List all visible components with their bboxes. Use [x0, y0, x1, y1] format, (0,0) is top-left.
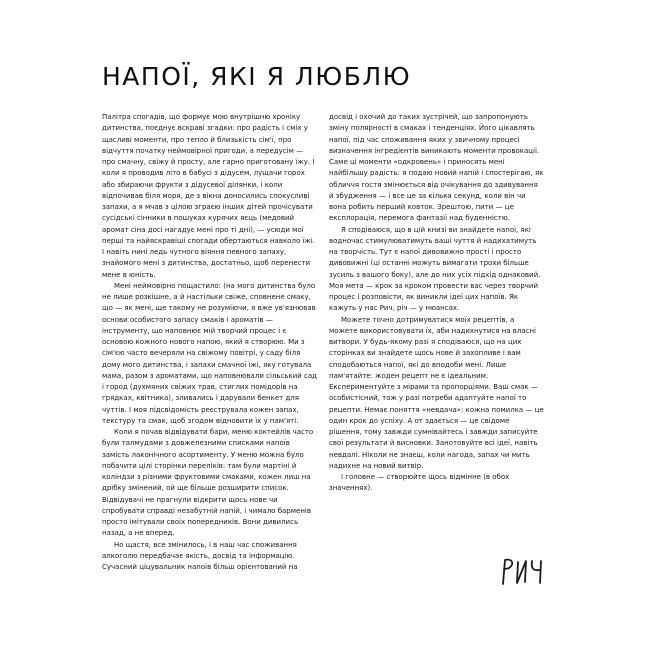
- left-text-column: [102, 112, 317, 573]
- paragraph: Палітра спогадів, що формує мою внутрішню хроніку дитинства, поєднує вскраві згадки: про радість і сміх у щасливі моменти, про тепло й близькість сім'ї, про відчуття початку неймовірної пригоди, а передусім — про смачну, свіжу й просту, але гарно приготовану їжу. І коли я проводив літо в бабусі з дідусем, лущачи горох або збираючи фрукти з дідусевої ділянки, і коли відпочивав біля моря, де з вікна доносились спокусливі запахи, а я мчав з цілою зграєю інших дітей прочісувати сусідські сінники в пошуках курячих яєць (медовий аромат сіна досі нагадує мені про ті дні), — усюди мої перші та найяскравіші спогади обертаються навколо їжі. І навіть нині ледь чутного віяння певного запаху, знайомого мені з дитинства, достатньо, щоб перенести мене в юність.: [102, 113, 315, 279]
- paragraph: досвід і охочий до таких зустрічей, що запропонують зміну полярності в смаках і тенденціях. Його цікавлять напої, під час споживання яких у звичному процесі визначення інгредієнтів виникають моменти провокації. Саме ці моменти «одкровень» і приносять мені найбільшу радість: я подаю новий напій і спостерігаю, як обличчя гостя змінюється від очікування до здивування й збудження — і все це за кілька секунд, коли він чи вона робить перший ковток. Зрештою, пити — це експлорація, перемога фантазії над буденністю.: [329, 113, 544, 223]
- paragraph: Но щастя, все змінилось, і в наш час споживання алкоголю передбачає якість, досвід та інформацію. Сучасний ціцувальник напоїв більш орієнтований на: [102, 540, 298, 571]
- right-text-column: [329, 112, 544, 495]
- paragraph: Я сподіваюся, що в цій книзі ви знайдете напої, які водночас стимулюватимуть ваші чуття й надихатимуть на творчість. Тут є напої дивовижно прості і просто дивовижні (ці останні можуть вимагати трохи більше зусиль з вашого боку), але до них усіх підхід однаковий. Моя мета — крок за кроком провести вас через творчий процес і розповісти, як виникли ідеї цих напоїв. Як кажуть у нас Рич, річ — у нюансах.: [329, 225, 541, 313]
- paragraph: І головне — створюйте щось відмінне (в обох значеннях).: [329, 473, 510, 493]
- page-title: НАПОЇ, ЯКІ Я ЛЮБЛЮ: [102, 62, 412, 91]
- paragraph: Можете точно дотримуватися моїх рецептів, а можете використовувати їх, аби надихнутися на власні витвори. У будь-якому разі я сподіваюся, що на цих сторінках ви знайдете щось нове й захопливе і вам сподобаються напої, які до вподоби мені. Лише пам'ятайте: жоден рецепт не є ідеальним. Експериментуйте з мірами та пропорціями. Ваш смак — особистісний, тож у разі потреби адаптуйте напої то рецепти. Немає поняття «невдача»: кожна помилка — це один крок до успіху. А от здається — це свідоме рішення, тому завжди сумнівайтесь і завжди записуйте свої результати й висновки. Занотовуйте всі ідеї, навіть невдалі. Ніколи не знаєш, коли нагода, запах чи мить надихне на новий витвір.: [329, 315, 544, 470]
- author-signature: [500, 556, 548, 586]
- paragraph: Мені неймовірно пощастило: (на мого дитинства було не лише розкішне, а й настільки свіже, сповнене смаку, що — як мені, ще такому не розуміючи, я вже ув'язнював основи особистого запасу смаків і ароматів — інструменту, що наповнює мій творчий процес і є основою кожного нового напою, який я створюю. Ми з сім'єю часто вечеряли на свіжому повітрі, у саду біля дому мого дитинства, і запахи смачної їжі, яку готувала мама, разом з ароматами, що наповнювали сільський сад і город (духмяних свіжих трав, стиглих помідорів на грядках, квітника), зливались і дарували бенкет для чуттів. І моя підсвідомість реєструвала кожен запах, текстуру та смак, щоб згодом відновити їх у пам'яті.: [102, 281, 317, 425]
- paragraph: Коли я почав відвідувати бари, меню коктейлів часто були талмудами з довжелезними списками напоїв замість лаконічного асортименту. У меню можна було побачити цілі сторінки переліків: там були мартіні й коліндзи з різними фруктовими смаками, кожен лиш на дрібку змінений, ой ще більше розширити список. Відвідувачі не прагнули відкрити щось нове чи спробувати справді незабутній напій, і чимало барменів просто імітували своїх попередників. Вони дивились назад, а не вперед.: [102, 428, 314, 538]
- signature-mark: [500, 556, 548, 586]
